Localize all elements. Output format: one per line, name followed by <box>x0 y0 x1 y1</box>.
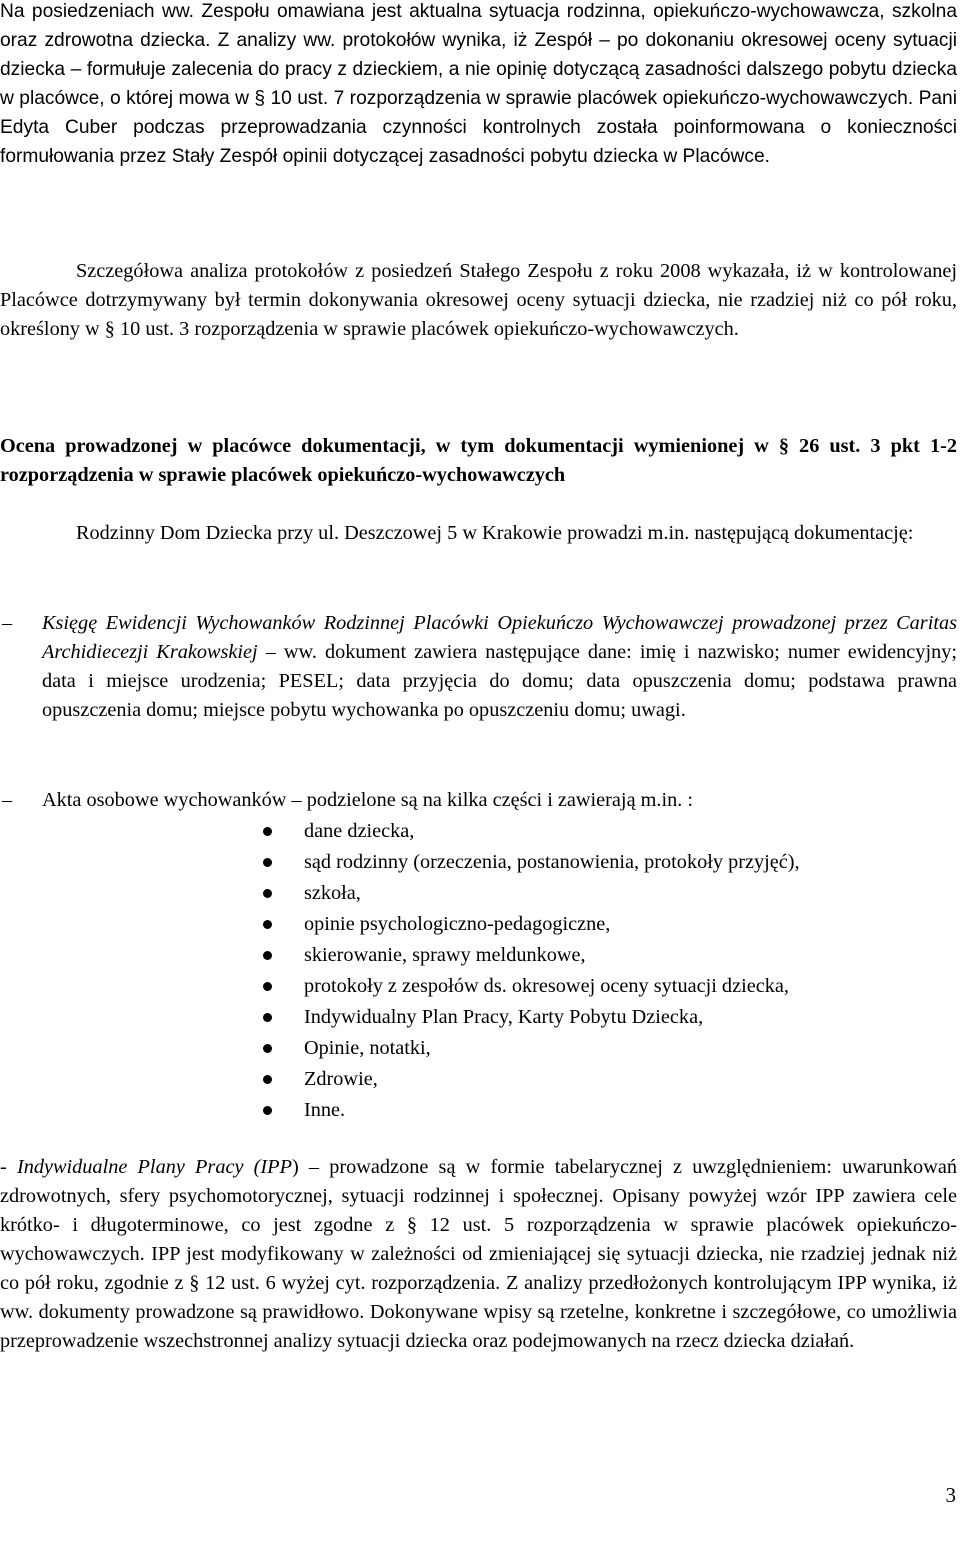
paragraph-documentation-intro: Rodzinny Dom Dziecka przy ul. Deszczowej 5 w Krakowie prowadzi m.in. następującą dokumentację: <box>76 522 914 544</box>
list-item <box>258 1064 800 1095</box>
bullet-icon <box>263 1044 272 1053</box>
bullet-icon <box>263 1106 272 1115</box>
list-item <box>258 847 800 878</box>
bullet-icon <box>263 1075 272 1084</box>
bullet-text: opinie psychologiczno-pedagogiczne, <box>304 913 611 935</box>
list-item <box>258 1033 800 1064</box>
list-item-ledger <box>0 609 957 725</box>
bullet-text: Zdrowie, <box>304 1068 378 1090</box>
bullet-text: sąd rodzinny (orzeczenia, postanowienia, protokoły przyjęć), <box>304 851 800 873</box>
bullet-text: Inne. <box>304 1099 346 1121</box>
bullet-text: szkoła, <box>304 882 361 904</box>
list-item <box>258 878 800 909</box>
ipp-title: Indywidualne Plany Pracy (IPP <box>16 1156 292 1178</box>
list-item <box>258 1095 800 1126</box>
paragraph-protocol-analysis: Szczegółowa analiza protokołów z posiedzeń Stałego Zespołu z roku 2008 wykazała, iż w kontrolowanej Placówce dotrzymywany był termin dokonywania okresowej oceny sytuacji dziecka, nie rzadziej niż co pół roku, określony w § 10 ust. 3 rozporządzenia w sprawie placówek opiekuńczo-wychowawczych. <box>0 260 957 340</box>
list-item-personal-files-text <box>42 786 957 815</box>
ledger-description: – ww. dokument zawiera następujące dane: imię i nazwisko; numer ewidencyjny; data i miejsce urodzenia; PESEL; data przyjęcia do domu; data opuszczenia domu; podstawa prawna opuszczenia domu; miejsce pobytu wychowanka po opuszczeniu domu; uwagi. <box>42 641 957 721</box>
dash-marker: – <box>2 789 13 811</box>
bullet-icon <box>263 889 272 898</box>
list-item <box>258 816 800 847</box>
bullet-icon <box>263 858 272 867</box>
bullet-icon <box>263 1013 272 1022</box>
bullet-text: protokoły z zespołów ds. okresowej oceny sytuacji dziecka, <box>304 975 789 997</box>
bullet-icon <box>263 827 272 836</box>
bullet-icon <box>263 951 272 960</box>
paragraph-ipp <box>0 1153 957 1356</box>
bullet-text: Indywidualny Plan Pracy, Karty Pobytu Dziecka, <box>304 1006 704 1028</box>
ledger-title: Księgę Ewidencji Wychowanków Rodzinnej Placówki Opiekuńczo Wychowawczej prowadzonej przez Caritas Archidiecezji Krakowskiej <box>42 612 957 663</box>
list-item <box>258 971 800 1002</box>
bullet-icon <box>263 920 272 929</box>
list-item <box>258 1002 800 1033</box>
list-item-ledger-text <box>42 609 957 725</box>
paragraph-team-meetings: Na posiedzeniach ww. Zespołu omawiana jest aktualna sytuacja rodzinna, opiekuńczo-wychowawcza, szkolna oraz zdrowotna dziecka. Z analizy ww. protokołów wynika, iż Zespół – po dokonaniu okresowej oceny sytuacji dziecka – formułuje zalecenia do pracy z dzieckiem, a nie opinię dotyczącą zasadności dalszego pobytu dziecka w placówce, o której mowa w § 10 ust. 7 rozporządzenia w sprawie placówek opiekuńczo-wychowawczych. Pani Edyta Cuber podczas przeprowadzania czynności kontrolnych została poinformowana o konieczności formułowania przez Stały Zespół opinii dotyczącej zasadności pobytu dziecka w Placówce. <box>0 1 957 167</box>
list-item-personal-files <box>0 786 957 815</box>
personal-files-contents-list <box>258 816 800 1126</box>
section-heading: Ocena prowadzonej w placówce dokumentacji, w tym dokumentacji wymienionej w § 26 ust. 3 pkt 1-2 rozporządzenia w sprawie placówek opiekuńczo-wychowawczych <box>0 435 957 486</box>
page-number: 3 <box>945 1483 956 1507</box>
list-item <box>258 940 800 971</box>
dash-marker: – <box>2 612 13 634</box>
bullet-text: dane dziecka, <box>304 820 415 842</box>
ipp-description: ) – prowadzone są w formie tabelarycznej z uwzględnieniem: uwarunkowań zdrowotnych, sfery psychomotorycznej, sytuacji rodzinnej i społecznej. Opisany powyżej wzór IPP zawiera cele krótko- i długoterminowe, co jest zgodne z § 12 ust. 5 rozporządzenia w sprawie placówek opiekuńczo-wychowawczych. IPP jest modyfikowany w zależności od zmieniającej się sytuacji dziecka, nie rzadziej jednak niż co pół roku, zgodnie z § 12 ust. 6 wyżej cyt. rozporządzenia. Z analizy przedłożonych kontrolującym IPP wynika, iż ww. dokumenty prowadzone są prawidłowo. Dokonywane wpisy są rzetelne, konkretne i szczegółowe, co umożliwia przeprowadzenie wszechstronnej analizy sytuacji dziecka oraz podejmowanych na rzecz dziecka działań. <box>0 1156 957 1352</box>
personal-files-description: Akta osobowe wychowanków – podzielone są na kilka części i zawierają m.in. : <box>42 789 694 811</box>
bullet-text: skierowanie, sprawy meldunkowe, <box>304 944 586 966</box>
list-item <box>258 909 800 940</box>
ipp-prefix: - <box>0 1156 17 1178</box>
bullet-text: Opinie, notatki, <box>304 1037 431 1059</box>
bullet-icon <box>263 982 272 991</box>
